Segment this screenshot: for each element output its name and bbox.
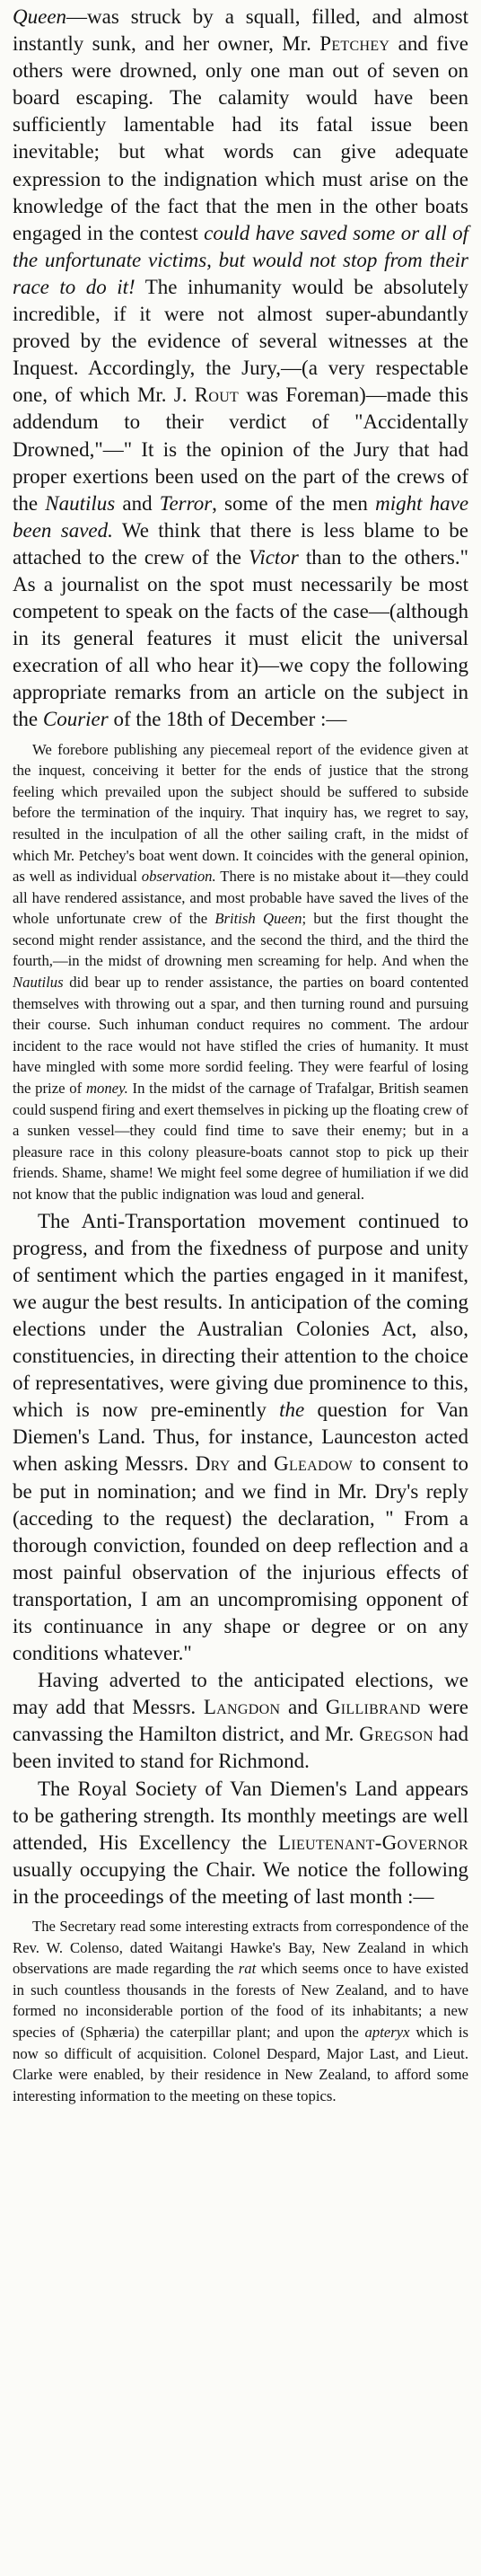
article-paragraph-queen-disaster: Queen—was struck by a squall, filled, and almost instantly sunk, and her owner, Mr. Petchey and five others were drowned, only one man out of seven on board escaping. The calamity would have been sufficiently lamentable had its fatal issue been inevitable; but what words can give adequate expression to the indignation which must arise on the knowledge of the fact that the men in the other boats engaged in the contest could have saved some or all of the unfortunate victims, but would not stop from their race to do it! The inhumanity would be absolutely incredible, if it were not almost super-abundantly proved by the evidence of several witnesses at the Inquest. Accordingly, the Jury,—(a very respectable one, of which Mr. J. Rout was Foreman)—made this addendum to their verdict of "Accidentally Drowned,"—" It is the opinion of the Jury that had proper exertions been used on the part of the crews of the Nautilus and Terror, some of the men might have been saved. We think that there is less blame to be attached to the crew of the Victor than to the others." As a journalist on the spot must necessarily be most competent to speak on the facts of the case—(although in its general features it must elicit the universal execration of all who hear it)—we copy the following appropriate remarks from an article on the subject in the Courier of the 18th of December :—	[13, 5, 469, 731]
boat-name-queen: Queen	[13, 5, 67, 28]
owner-name: Petchey	[319, 32, 390, 56]
italic-might-have-been-saved: might have been saved.	[13, 491, 469, 542]
foreman-name: Rout	[194, 384, 240, 407]
article-paragraph-elections: Having adverted to the anticipated elections, we may add that Messrs. Langdon and Gillibrand were canvassing the Hamilton district, and Mr. Gregson had been invited to stand for Richmond.	[13, 1669, 469, 1773]
boat-name-victor: Victor	[248, 545, 299, 569]
article-paragraph-royal-society: The Royal Society of Van Diemen's Land appears to be gathering strength. Its monthly meetings are well attended, His Excellency the Lieutenant-Governor usually occupying the Chair. We notice the following in the proceedings of the meeting of last month :—	[13, 1777, 468, 1908]
boat-name-nautilus: Nautilus	[45, 491, 116, 515]
italic-emphasis: could have saved some or all of the unfortunate victims, but would not stop from their race to do it!	[13, 221, 469, 298]
newspaper-name-courier: Courier	[42, 708, 109, 731]
article-paragraph-anti-transportation: The Anti-Transportation movement continued to progress, and from the fixedness of purpose and unity of sentiment which the parties engaged in it manifest, we augur the best results. In anticipation of the coming elections under the Australian Colonies Act, also, constituencies, in directing their attention to the choice of representatives, were giving due prominence to this, which is now pre-eminently the question for Van Diemen's Land. Thus, for instance, Launceston acted when asking Messrs. Dry and Gleadow to consent to be put in nomination; and we find in Mr. Dry's reply (acceding to the request) the declaration, " From a thorough conviction, founded on deep reflection and a most painful observation of the injurious effects of transportation, I am an uncompromising opponent of its continuance in any shape or degree or on any conditions whatever."	[13, 1209, 469, 1665]
royal-society-proceedings-extract: The Secretary read some interesting extracts from correspondence of the Rev. W. Colenso, dated Waitangi Hawke's Bay, New Zealand in which observations are made regarding the rat which seems once to have existed in such countless thousands in the forests of New Zealand, and to have formed no inconsiderable portion of the food of its inhabitants; a new species of (Sphæria) the caterpillar plant; and upon the apteryx which is now so difficult of acquisition. Colonel Despard, Major Last, and Lieut. Clarke were enabled, by their residence in New Zealand, to afford some interesting information to the meeting on these topics.	[13, 1918, 469, 2104]
boat-name-terror: Terror	[159, 491, 213, 515]
quoted-article-excerpt: We forebore publishing any piecemeal report of the evidence given at the inquest, conceiving it better for the ends of justice that the strong feeling which prevailed upon the subject should be suffered to subside before the termination of the inquiry. That inquiry has, we regret to say, resulted in the inculpation of all the other sailing craft, in the midst of which Mr. Petchey's boat went down. It coincides with the general opinion, as well as individual observation. There is no mistake about it—they could all have rendered assistance, and most probable have saved the lives of the whole unfortunate crew of the British Queen; but the first thought the second might render assistance, and the second the third, and the third the fourth,—in the midst of drowning men screaming for help. And when the Nautilus did bear up to render assistance, the parties on board contented themselves with throwing out a spar, and then turning round and pursuing their course. Such inhuman conduct requires no comment. The ardour incident to the race would not have stifled the cries of humanity. It must have mingled with some more sordid feeling. They were fearful of losing the prize of money. In the midst of the carnage of Trafalgar, British seamen could suspend firing and exert themselves in picking up the floating crew of a sunken vessel—they could find time to save their enemy; but in a pleasure race in this colony pleasure-boats cannot stop to pick up their friends. Shame, shame! We might feel some degree of humiliation if we did not know that the public indignation was loud and general.	[13, 740, 469, 1203]
